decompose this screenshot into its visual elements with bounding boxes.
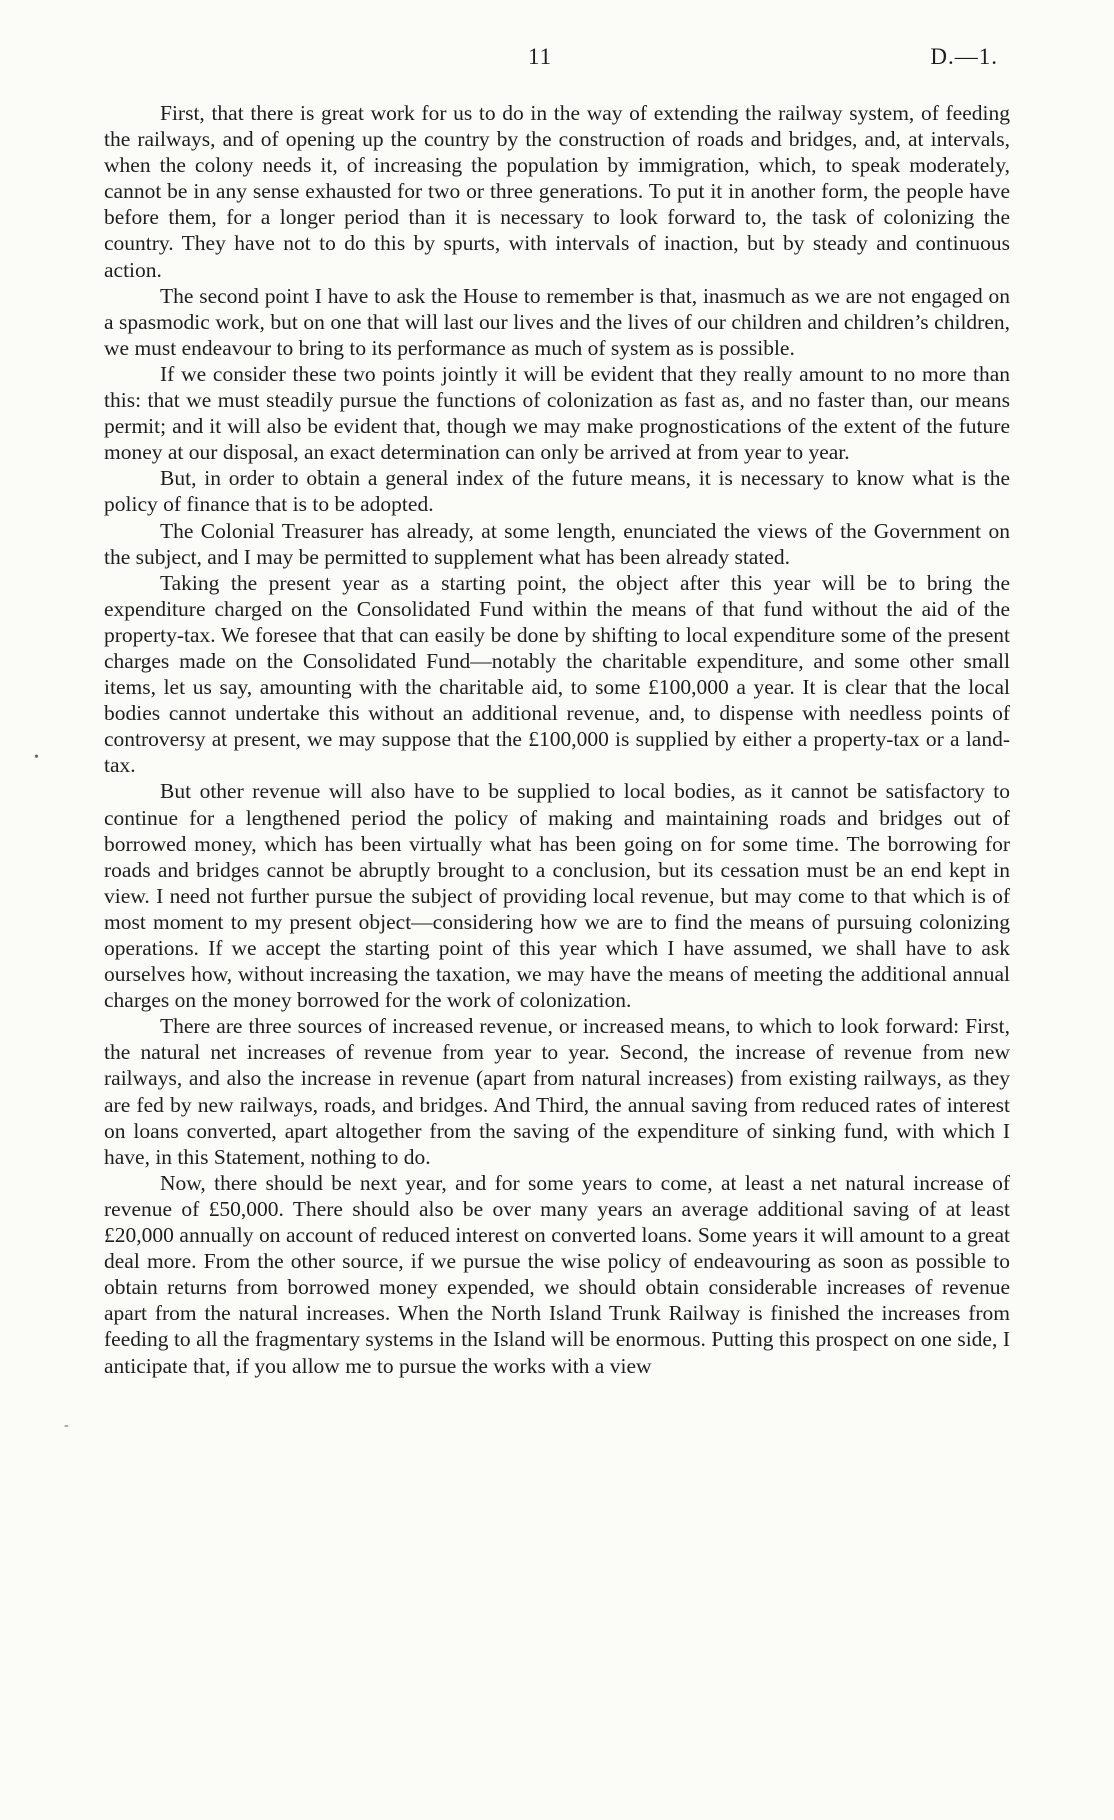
paragraph-3: If we consider these two points jointly it will be evident that they really amount to no more than this: that we must steadily pursue the functions of colonization as fast as, and no faster than, our means permit; and it will also be evident that, though we may make prognostications of the extent of the future money at our disposal, an exact determination can only be arrived at from year to year. (104, 361, 1010, 465)
paragraph-9: Now, there should be next year, and for some years to come, at least a net natural increase of revenue of £50,000. There should also be over many years an average additional saving of at least £20,000 annually on account of reduced interest on converted loans. Some years it will amount to a great deal more. From the other source, if we pursue the wise policy of endeavouring as soon as possible to obtain returns from borrowed money expended, we should obtain considerable increases of revenue apart from the natural increases. When the North Island Trunk Railway is finished the increases from feeding to all the fragmentary systems in the Island will be enormous. Putting this prospect on one side, I anticipate that, if you allow me to pursue the works with a view (104, 1170, 1010, 1378)
paragraph-2: The second point I have to ask the House to remember is that, inasmuch as we are not engaged on a spasmodic work, but on one that will last our lives and the lives of our children and children’s children, we must endeavour to bring to its performance as much of system as is possible. (104, 283, 1010, 360)
page-header (0, 44, 1114, 76)
margin-speck: - (64, 1418, 69, 1433)
margin-speck: • (34, 750, 39, 765)
page-number: 11 (528, 44, 553, 69)
body-text (104, 100, 1010, 1379)
document-reference: D.—1. (930, 44, 998, 69)
paragraph-6: Taking the present year as a starting point, the object after this year will be to bring the expenditure charged on the Consolidated Fund within the means of that fund without the aid of the property-tax. We foresee that that can easily be done by shifting to local expenditure some of the present charges made on the Consolidated Fund—notably the charitable expenditure, and some other small items, let us say, amounting with the charitable aid, to some £100,000 a year. It is clear that the local bodies cannot undertake this without an additional revenue, and, to dispense with needless points of controversy at present, we may suppose that the £100,000 is supplied by either a property-tax or a land-tax. (104, 570, 1010, 778)
paragraph-4: But, in order to obtain a general index of the future means, it is necessary to know what is the policy of finance that is to be adopted. (104, 466, 1010, 517)
paragraph-8: There are three sources of increased revenue, or increased means, to which to look forward: First, the natural net increases of revenue from year to year. Second, the increase of revenue from new railways, and also the increase in revenue (apart from natural increases) from existing railways, as they are fed by new railways, roads, and bridges. And Third, the annual saving from reduced rates of interest on loans converted, apart altogether from the saving of the expenditure of sinking fund, with which I have, in this Statement, nothing to do. (104, 1014, 1010, 1169)
paragraph-1: First, that there is great work for us to do in the way of extending the railway system, of feeding the railways, and of opening up the country by the construction of roads and bridges, and, at intervals, when the colony needs it, of increasing the population by immigration, which, to speak moderately, cannot be in any sense exhausted for two or three generations. To put it in another form, the people have before them, for a longer period than it is necessary to look forward to, the task of colonizing the country. They have not to do this by spurts, with intervals of inaction, but by steady and continuous action. (104, 101, 1010, 282)
paragraph-5: The Colonial Treasurer has already, at some length, enunciated the views of the Government on the subject, and I may be permitted to supplement what has been already stated. (104, 518, 1010, 569)
paragraph-7: But other revenue will also have to be supplied to local bodies, as it cannot be satisfactory to continue for a lengthened period the policy of making and maintaining roads and bridges out of borrowed money, which has been virtually what has been going on for some time. The borrowing for roads and bridges cannot be abruptly brought to a conclusion, but its cessation must be an end kept in view. I need not further pursue the subject of providing local revenue, but may come to that which is of most moment to my present object—considering how we are to find the means of pursuing colonizing operations. If we accept the starting point of this year which I have assumed, we shall have to ask ourselves how, without increasing the taxation, we may have the means of meeting the additional annual charges on the money borrowed for the work of colonization. (104, 779, 1010, 1013)
